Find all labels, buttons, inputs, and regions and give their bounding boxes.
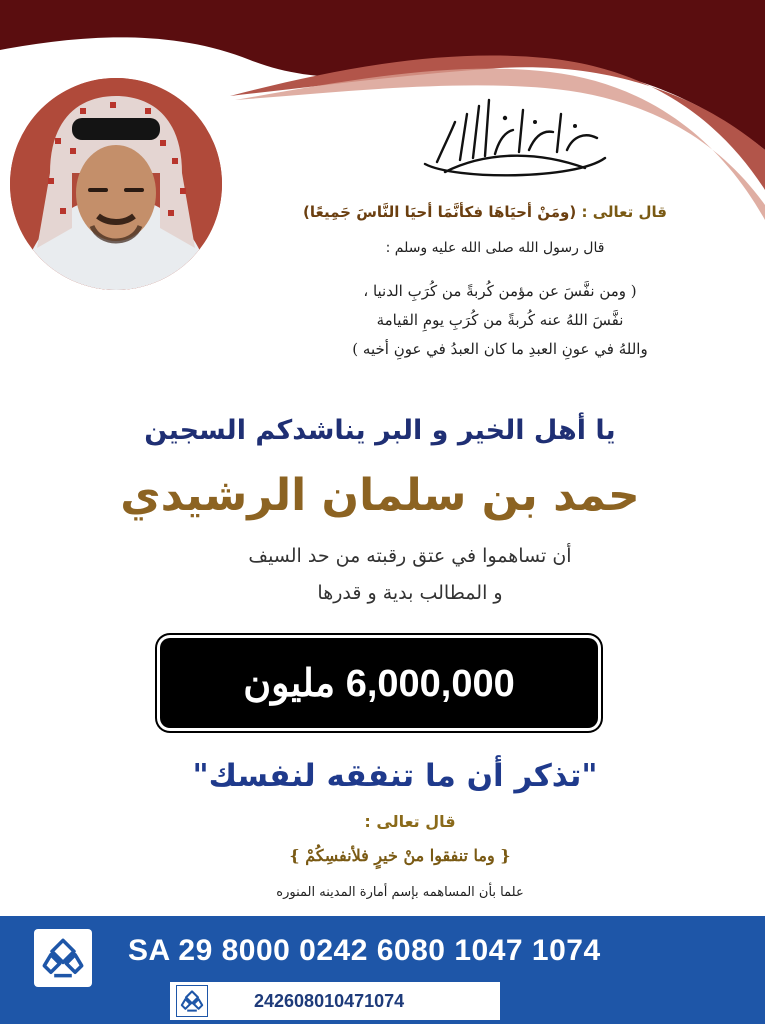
bismillah-calligraphy — [415, 92, 615, 187]
verse-line — [280, 203, 690, 221]
prisoner-name: حمد بن سلمان الرشيدي — [120, 470, 640, 521]
account-number: 242608010471074 — [254, 990, 405, 1011]
verse-2: { وما تنفقوا منْ خيرٍ فلأنفسِكُمْ } — [289, 846, 511, 865]
amount-text: 6,000,000 مليون — [243, 662, 515, 705]
bank-logo-small-icon — [176, 985, 208, 1017]
hadith-intro: قال رسول الله صلى الله عليه وسلم : — [385, 240, 605, 256]
verse-intro: قال تعالى : — [576, 203, 667, 221]
reminder-quote: "تذكر أن ما تنفقه لنفسك" — [192, 758, 598, 794]
account-number-box — [170, 982, 500, 1020]
verse-text: (ومَنْ أحيَاهَا فكأنَّمَا أحيَا النَّاسَ جَمِيعًا) — [303, 203, 577, 221]
appeal-heading: يا أهل الخير و البر يناشدكم السجين — [144, 415, 616, 446]
verse-intro-2: قال تعالى : — [364, 812, 456, 831]
bank-logo-icon — [34, 929, 92, 987]
amount-box — [160, 638, 598, 728]
hadith-line-3: واللهُ في عونِ العبدِ ما كان العبدُ في عونِ أخيه ) — [352, 340, 648, 358]
iban-number: SA 29 8000 0242 6080 1047 1074 — [128, 934, 601, 967]
hadith-line-1: ( ومن نفَّسَ عن مؤمن كُربةً من كُرَبِ الدنيا ، — [363, 282, 637, 300]
prisoner-photo — [10, 78, 222, 290]
bank-bar — [0, 916, 765, 1024]
contribution-note: علما بأن المساهمه بإسم أمارة المدينه المنوره — [276, 885, 524, 900]
contribute-line-2: و المطالب بدية و قدرها — [317, 582, 503, 604]
contribute-line-1: أن تساهموا في عتق رقبته من حد السيف — [248, 545, 572, 567]
hadith-line-2: نفَّسَ اللهُ عنه كُربةً من كُرَبِ يومِ القيامة — [376, 311, 624, 329]
